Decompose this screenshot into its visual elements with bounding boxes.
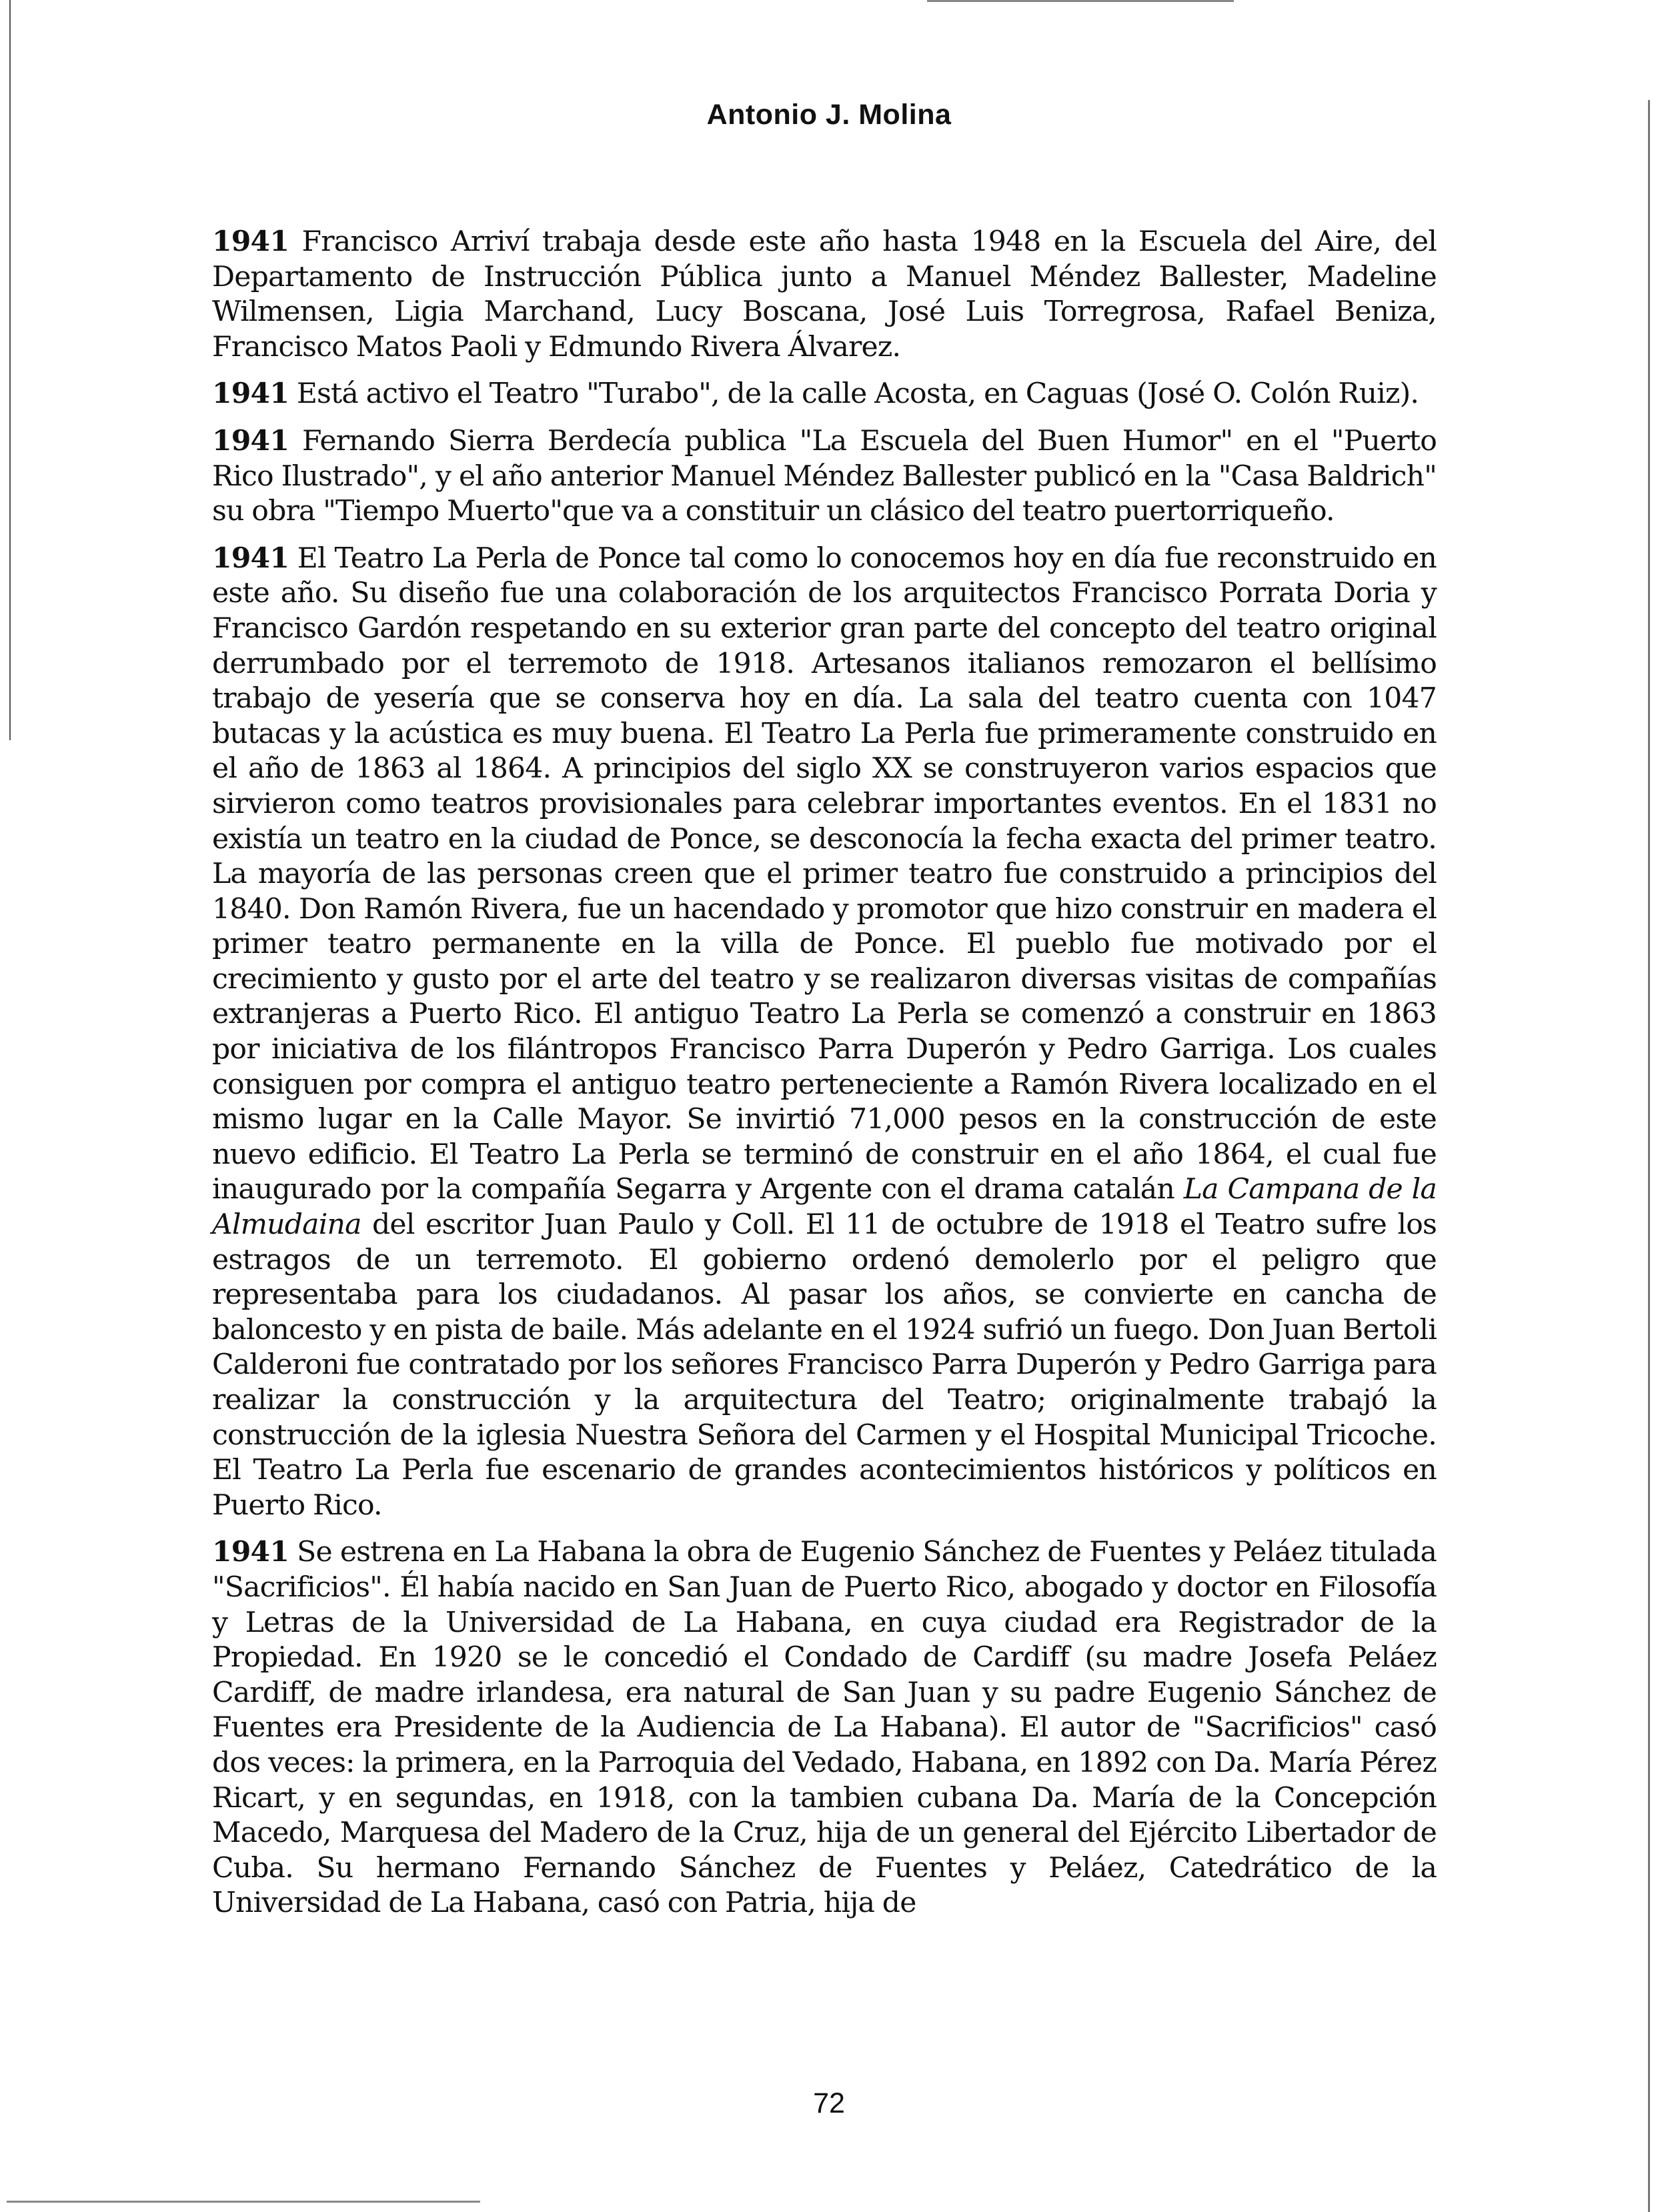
chronology-entry — [212, 541, 1437, 1524]
entry-year: 1941 — [212, 541, 289, 575]
chronology-entry — [212, 1534, 1437, 1921]
page-body — [212, 224, 1437, 1933]
entry-year: 1941 — [212, 377, 289, 411]
chronology-entry — [212, 376, 1437, 412]
running-header: Antonio J. Molina — [706, 99, 952, 131]
chronology-entry — [212, 224, 1437, 365]
scan-edge-top — [927, 0, 1234, 2]
entry-text: Está activo el Teatro "Turabo", de la calle Acosta, en Caguas (José O. Colón Ruiz). — [296, 377, 1419, 411]
page-number: 72 — [813, 2087, 845, 2119]
chronology-entry — [212, 423, 1437, 529]
scan-edge-bottom — [7, 2201, 480, 2203]
entry-text: El Teatro La Perla de Ponce tal como lo conocemos hoy en día fue reconstruido en este año. Su diseño fue una colaboración de los arquitectos Francisco Porrata Doria y Francisco Gardón respetando en su exterior gran parte del concepto del teatro original derrumbado por el terremoto de 1918. Artesanos italianos remozaron el bellísimo trabajo de yesería que se conserva hoy en día. La sala del teatro cuenta con 1047 butacas y la acústica es muy buena. El Teatro La Perla fue primeramente construido en el año de 1863 al 1864. A principios del siglo XX se construyeron varios espacios que sirvieron como teatros provisionales para celebrar importantes eventos. En el 1831 no existía un teatro en la ciudad de Ponce, se desconocía la fecha exacta del primer teatro. La mayoría de las personas creen que el primer teatro fue construido a principios del 1840. Don Ramón Rivera, fue un hacendado y promotor que hizo construir en madera el primer teatro permanente en la villa de Ponce. El pueblo fue motivado por el crecimiento y gusto por el arte del teatro y se realizaron diversas visitas de compañías extranjeras a Puerto Rico. El antiguo Teatro La Perla se comenzó a construir en 1863 por iniciativa de los filántropos Francisco Parra Duperón y Pedro Garriga. Los cuales consiguen por compra el antiguo teatro perteneciente a Ramón Rivera localizado en el mismo lugar en la Calle Mayor. Se invirtió 71,000 pesos en la construcción de este nuevo edificio. El Teatro La Perla se terminó de construir en el año 1864, el cual fue inaugurado por la compañía Segarra y Argente con el drama catalán — [212, 541, 1437, 1206]
entry-text: Se estrena en La Habana la obra de Eugenio Sánchez de Fuentes y Peláez titulada "Sacrificios". Él había nacido en San Juan de Puerto Rico, abogado y doctor en Filosofía y Letras de la Universidad de La Habana, en cuya ciudad era Registrador de la Propiedad. En 1920 se le concedió el Condado de Cardiff (su madre Josefa Peláez Cardiff, de madre irlandesa, era natural de San Juan y su padre Eugenio Sánchez de Fuentes era Presidente de la Audiencia de La Habana). El autor de "Sacrificios" casó dos veces: la primera, en la Parroquia del Vedado, Habana, en 1892 con Da. María Pérez Ricart, y en segundas, en 1918, con la tambien cubana Da. María de la Concepción Macedo, Marquesa del Madero de la Cruz, hija de un general del Ejército Libertador de Cuba. Su hermano Fernando Sánchez de Fuentes y Peláez, Catedrático de la Universidad de La Habana, casó con Patria, hija de — [212, 1536, 1437, 1920]
entry-year: 1941 — [212, 423, 289, 457]
entry-year: 1941 — [212, 1535, 289, 1569]
entry-text: Fernando Sierra Berdecía publica "La Escuela del Buen Humor" en el "Puerto Rico Ilustrado", y el año anterior Manuel Méndez Ballester publicó en la "Casa Baldrich" su obra "Tiempo Muerto"que va a constituir un clásico del teatro puertorriqueño. — [212, 424, 1437, 528]
entry-year: 1941 — [212, 225, 289, 258]
entry-text-continued: del escritor Juan Paulo y Coll. El 11 de octubre de 1918 el Teatro sufre los estragos de un terremoto. El gobierno ordenó demolerlo por el peligro que representaba para los ciudadanos. Al pasar los años, se convierte en cancha de baloncesto y en pista de baile. Más adelante en el 1924 sufrió un fuego. Don Juan Bertoli Calderoni fue contratado por los señores Francisco Parra Duperón y Pedro Garriga para realizar la construcción y la arquitectura del Teatro; originalmente trabajó la construcción de la iglesia Nuestra Señora del Carmen y el Hospital Municipal Tricoche. El Teatro La Perla fue escenario de grandes acontecimientos históricos y políticos en Puerto Rico. — [212, 1208, 1437, 1522]
entry-text: Francisco Arriví trabaja desde este año hasta 1948 en la Escuela del Aire, del Departamento de Instrucción Pública junto a Manuel Méndez Ballester, Madeline Wilmensen, Ligia Marchand, Lucy Boscana, José Luis Torregrosa, Rafael Beniza, Francisco Matos Paoli y Edmundo Rivera Álvarez. — [212, 225, 1437, 363]
scan-edge-right — [1648, 100, 1650, 2212]
work-title: La Campana de la Almudaina — [212, 1173, 1437, 1242]
